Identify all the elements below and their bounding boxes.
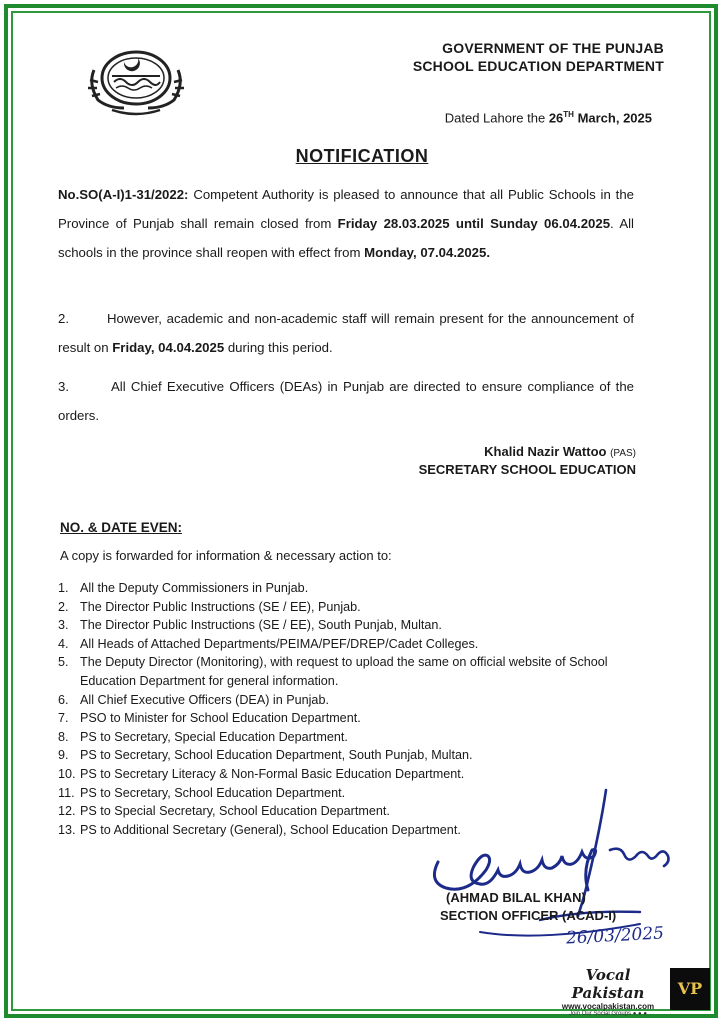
distribution-list-item <box>58 709 658 728</box>
list-item-text: The Director Public Instructions (SE / EE), Punjab. <box>80 599 361 614</box>
list-item-text: PS to Secretary Literacy & Non-Formal Basic Education Department. <box>80 766 465 781</box>
list-item-text: The Director Public Instructions (SE / EE), South Punjab, Multan. <box>80 618 442 633</box>
distribution-list-item <box>58 635 658 654</box>
distribution-list-item <box>58 728 658 747</box>
section-officer-title: SECTION OFFICER (ACAD-I) <box>440 908 617 923</box>
watermark-join: Join Our Social Groups ● ● ● <box>569 1011 647 1017</box>
vocal-pakistan-watermark <box>548 966 668 1017</box>
list-item-number: 12. <box>58 804 76 819</box>
list-item-number: 4. <box>58 636 69 651</box>
distribution-list-item <box>58 579 658 598</box>
notification-title: NOTIFICATION <box>295 146 429 166</box>
date-line: Dated Lahore the 26TH March, 2025 <box>444 110 652 126</box>
list-item-text: PS to Secretary, School Education Department. <box>80 785 346 800</box>
list-item-number: 10. <box>58 766 76 781</box>
list-item-number: 3. <box>58 618 69 633</box>
secretary-title: SECRETARY SCHOOL EDUCATION <box>418 462 636 477</box>
list-item-text: PS to Special Secretary, School Education Department. <box>80 804 390 819</box>
secretary-name: Khalid Nazir Wattoo (PAS) <box>484 444 636 459</box>
notification-paragraph-2: 2. However, academic and non-academic staff will remain present for the announcement of result on Friday, 04.04.2025 during this period. <box>58 311 634 355</box>
list-item-text: All Heads of Attached Departments/PEIMA/PEF/DREP/Cadet Colleges. <box>80 636 479 651</box>
notification-paragraph-1: No.SO(A-I)1-31/2022: Competent Authority is pleased to announce that all Public Schools in the Province of Punjab shall remain closed from Friday 28.03.2025 until Sunday 06.04.2025. All schools in the province shall reopen with effect from Monday, 07.04.2025. <box>58 187 634 260</box>
watermark-url: www.vocalpakistan.com <box>561 1002 655 1011</box>
notification-paragraph-3: 3. All Chief Executive Officers (DEAs) in Punjab are directed to ensure compliance of the orders. <box>58 379 634 423</box>
list-item-number: 1. <box>58 581 69 595</box>
distribution-list-item <box>58 746 658 765</box>
distribution-list-item <box>58 691 658 710</box>
list-item-text: PS to Additional Secretary (General), School Education Department. <box>80 822 461 837</box>
list-item-text: The Deputy Director (Monitoring), with request to upload the same on official website of School Education Department for general information. <box>80 655 608 688</box>
government-heading: GOVERNMENT OF THE PUNJAB <box>442 40 664 56</box>
distribution-list-item <box>58 616 658 635</box>
list-item-number: 2. <box>58 599 69 614</box>
list-item-text: PS to Secretary, Special Education Department. <box>80 729 348 744</box>
list-item-number: 8. <box>58 729 69 744</box>
list-item-text: All Chief Executive Officers (DEA) in Punjab. <box>80 692 329 707</box>
distribution-list-item <box>58 653 658 690</box>
list-item-number: 9. <box>58 748 69 763</box>
distribution-heading: NO. & DATE EVEN: <box>60 520 183 535</box>
list-item-text: All the Deputy Commissioners in Punjab. <box>80 581 309 595</box>
list-item-text: PSO to Minister for School Education Department. <box>80 711 361 726</box>
distribution-list-item <box>58 598 658 617</box>
social-icons: ● ● ● <box>632 1011 647 1017</box>
list-item-number: 11. <box>58 785 75 800</box>
list-item-text: PS to Secretary, School Education Department, South Punjab, Multan. <box>80 748 473 763</box>
list-item-number: 7. <box>58 711 69 726</box>
list-item-number: 13. <box>58 822 76 837</box>
distribution-intro: A copy is forwarded for information & necessary action to: <box>60 548 392 563</box>
handwritten-date: 26/03/2025 <box>565 923 665 949</box>
watermark-title: Vocal Pakistan <box>571 966 645 1002</box>
list-item-number: 5. <box>58 655 69 670</box>
section-officer-name: (AHMAD BILAL KHAN) <box>446 890 586 905</box>
vocal-pakistan-logo: VP <box>670 968 710 1010</box>
list-item-number: 6. <box>58 692 69 707</box>
punjab-government-emblem-icon <box>72 40 200 116</box>
department-heading: SCHOOL EDUCATION DEPARTMENT <box>412 58 664 74</box>
